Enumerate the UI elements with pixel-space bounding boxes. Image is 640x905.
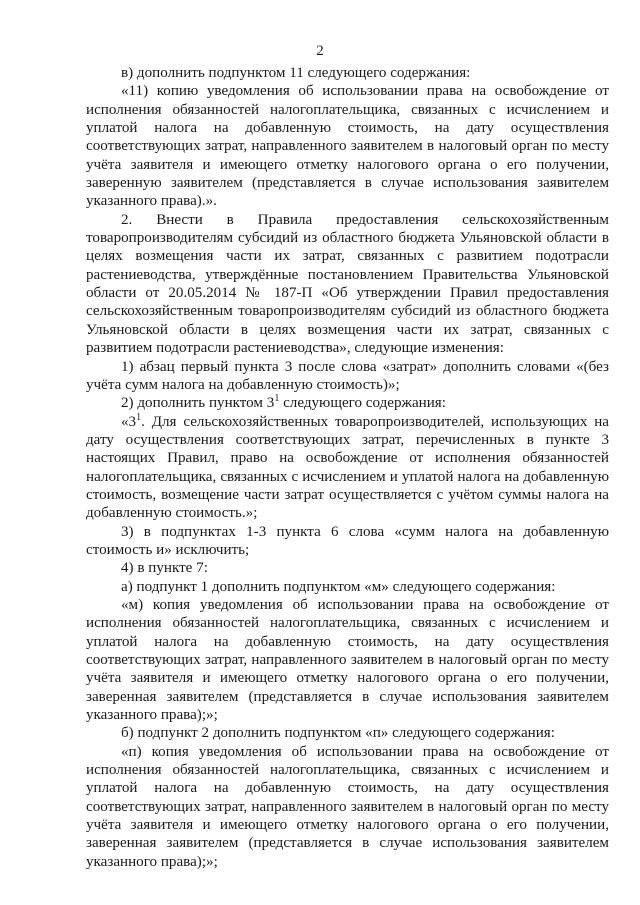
document-body xyxy=(86,64,609,871)
superscript-mark: 1 xyxy=(274,393,280,405)
paragraph-change-4a: а) подпункт 1 дополнить подпунктом «м» следующего содержания: xyxy=(121,578,556,595)
paragraph-subitem-m: «м) копия уведомления об использовании права на освобождение от исполнения обязанностей налогоплательщика, связанных с исчислением и уплатой налога на добавленную стоимость, на дату осуществления соответствующих затрат, направленного заявителем в налоговый орган по месту учёта заявителя и имеющего отметку налогового органа о его получении, заверенная заявителем (представляется в случае использования заявителем указанного права);»; xyxy=(86,596,609,724)
paragraph-change-1: 1) абзац первый пункта 3 после слова «затрат» дополнить словами «(без учёта сумм налога на добавленную стоимость)»; xyxy=(86,358,609,393)
paragraph-item-3-1 xyxy=(86,413,609,523)
paragraph-item-2: 2. Внести в Правила предоставления сельскохозяйственным товаропроизводителям субсидий из областного бюджета Ульяновской области в целях возмещения части их затрат, связанных с развитием подотрасли растениеводства, утверждённые постановлением Правительства Ульяновской области от 20.05.2014 № 187-П «Об утверждении Правил предоставления сельскохозяйственным товаропроизводителям субсидий из областного бюджета Ульяновской области в целях возмещения части их затрат, связанных с развитием подотрасли растениеводства», следующие изменения: xyxy=(86,211,609,357)
page-number: 2 xyxy=(316,43,324,59)
paragraph-change-2-text: 2) дополнить пунктом 3 xyxy=(121,395,275,412)
superscript-mark: 1 xyxy=(136,411,142,423)
paragraph-item-3-1-text: . Для сельскохозяйственных товаропроизводителей, использующих на дату осуществления соответствующих затрат, перечисленных в пункте 3 настоящих Правил, право на освобождение от исполнения обязанностей налогоплательщика, связанных с исчислением и уплатой налога на добавленную стоимость, возмещение части затрат осуществляется с учётом суммы налога на добавленную стоимость.»; xyxy=(86,413,609,522)
paragraph-change-3: 3) в подпунктах 1-3 пункта 6 слова «сумм налога на добавленную стоимость и» исключить; xyxy=(86,523,609,558)
paragraph-subitem-11: «11) копию уведомления об использовании права на освобождение от исполнения обязанностей налогоплательщика, связанных с исчислением и уплатой налога на добавленную стоимость, на дату осуществления соответствующих затрат, направленного заявителем в налоговый орган по месту учёта заявителя и имеющего отметку налогового органа о его получении, заверенную заявителем (представляется в случае использования заявителем указанного права).». xyxy=(86,83,609,210)
paragraph-change-2 xyxy=(86,394,609,412)
paragraph-subitem-p: «п) копия уведомления об использовании права на освобождение от исполнения обязанностей налогоплательщика, связанных с исчислением и уплатой налога на добавленную стоимость, на дату осуществления соответствующих затрат, направленного заявителем в налоговый орган по месту учёта заявителя и имеющего отметку налогового органа о его получении, заверенная заявителем (представляется в случае использования заявителем указанного права);»; xyxy=(86,743,609,870)
paragraph-change-2-tail: следующего содержания: xyxy=(279,395,446,412)
paragraph-item-3-1-number: «3 xyxy=(121,413,137,430)
paragraph-change-4b: б) подпункт 2 дополнить подпунктом «п» следующего содержания: xyxy=(121,725,555,742)
paragraph-amendment-v: в) дополнить подпунктом 11 следующего содержания: xyxy=(121,65,471,81)
paragraph-change-4: 4) в пункте 7: xyxy=(121,560,208,577)
